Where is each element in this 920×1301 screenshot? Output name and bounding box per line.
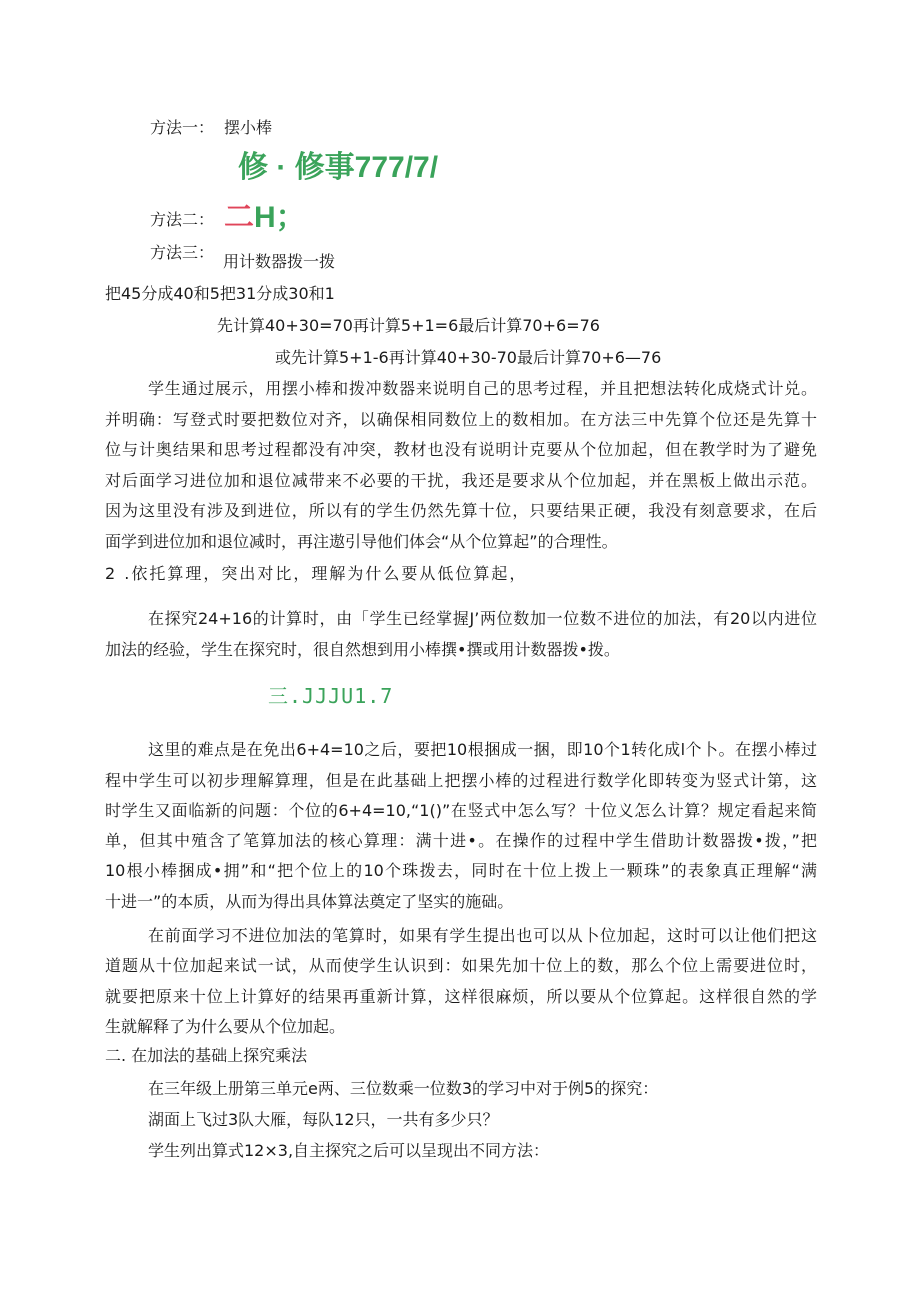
method2-label: 方法二： [150, 210, 215, 229]
subheading-2: 2 .依托算理，突出对比，理解为什么要从低位算起， [105, 564, 528, 583]
paragraph-line: 时学生又面临新的问题：个位的6+4=10,“1()”在竖式中怎么写？十位义怎么计算？规定看起来简 [105, 801, 817, 820]
method2-text: H； [254, 201, 306, 234]
method3-line [150, 243, 214, 263]
method2-figure [224, 200, 306, 236]
paragraph-line: 因为这里没有涉及到进位，所以有的学生仍然先算十位，只要结果正硬，我没有刻意要求，在后 [105, 501, 817, 520]
paragraph-line: 面学到进位加和退位减时，再注遨引导他们体会“从个位算起”的合理性。 [105, 532, 618, 551]
method1-label: 方法一： [150, 118, 215, 137]
paragraph-line: 10根小棒捆成•拥”和“把个位上的10个珠拨去，同时在十位上拨上一颗珠”的表象真正理解“满 [105, 861, 817, 880]
method2-line [150, 210, 214, 230]
section-heading-2: 二. 在加法的基础上探究乘法 [105, 1046, 308, 1065]
method1-text: 摆小棒 [224, 118, 273, 137]
method2-mark: 二 [224, 200, 254, 235]
figure2-label: 三.JJJU1.7 [268, 684, 394, 708]
calc-line-2: 或先计算5+1-6再计算40+30-70最后计算70+6—76 [275, 348, 662, 367]
paragraph-line: 学生通过展示，用摆小棒和拨冲数器来说明自己的思考过程，并且把想法转化成烧式计兑。 [148, 379, 817, 398]
paragraph-line: 在前面学习不进位加法的笔算时，如果有学生提出也可以从卜位加起，这时可以让他们把这 [148, 926, 817, 945]
split-line: 把45分成40和5把31分成30和1 [105, 284, 335, 303]
figure1-label: 修 · 修事777/7/ [238, 151, 439, 184]
paragraph-line: 十进一”的本质，从而为得出具体算法奠定了坚实的施础。 [105, 892, 514, 911]
paragraph-line: 生就解释了为什么要从个位加起。 [105, 1017, 346, 1036]
method3-text: 用计数器拨一拨 [223, 252, 336, 271]
paragraph-line: 并明确：写登式时要把数位对齐，以确保相同数位上的数相加。在方法三中先算个位还是先算十 [105, 410, 817, 429]
method3-label: 方法三： [150, 243, 215, 262]
paragraph-line: 就要把原来十位上计算好的结果再重新计算，这样很麻烦，所以要从个位算起。这样很自然的学 [105, 987, 817, 1006]
body-line: 湖面上飞过3队大雁，每队12只，一共有多少只？ [148, 1110, 499, 1129]
paragraph-line: 位与计奥结果和思考过程都没有冲突，教材也没有说明计克要从个位加起，但在教学时为了避免 [105, 440, 817, 459]
paragraph-line: 道题从十位加起来试一试，从而使学生认识到：如果先加十位上的数，那么个位上需要进位时， [105, 956, 817, 975]
body-line: 在三年级上册第三单元e两、三位数乘一位数3的学习中对于例5的探究： [148, 1079, 659, 1098]
paragraph-line: 这里的难点是在免出6+4=10之后，要把10根捆成一捆，即10个1转化成l个卜。在摆小棒过 [148, 740, 817, 759]
body-line: 学生列出算式12×3,自主探究之后可以呈现出不同方法： [148, 1141, 550, 1160]
paragraph-line: 程中学生可以初步理解算理，但是在此基础上把摆小棒的过程进行数学化即转变为竖式计第，这 [105, 771, 817, 790]
paragraph-line: 在探究24+16的计算时，由「学生已经掌握J’两位数加一位数不进位的加法，有20以内进位 [148, 609, 817, 628]
paragraph-line: 加法的经验，学生在探究时，很自然想到用小棒撰•撰或用计数器拨•拨。 [105, 640, 620, 659]
calc-line-1: 先计算40+30=70再计算5+1=6最后计算70+6=76 [217, 316, 600, 335]
paragraph-line: 对后面学习进位加和退位减带来不必要的干扰，我还是要求从个位加起，并在黑板上做出示范。 [105, 471, 817, 490]
paragraph-line: 单，但其中殖含了笔算加法的核心算理：满十进•。在操作的过程中学生借助计数器拨•拨，”把 [105, 831, 817, 850]
method1-line [150, 118, 272, 138]
